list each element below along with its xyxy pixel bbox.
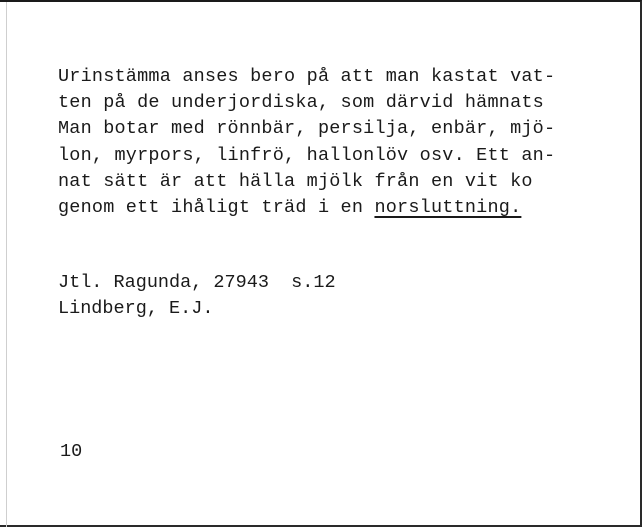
citation-author: Lindberg, E.J.	[58, 298, 214, 319]
citation-block	[58, 270, 336, 322]
card-left-edge	[6, 2, 7, 527]
page-number: 10	[60, 441, 83, 462]
body-line-4: lon, myrpors, linfrö, hallonlöv osv. Ett an-	[58, 144, 556, 166]
body-line-3: Man botar med rönnbär, persilja, enbär, mjö-	[58, 118, 556, 140]
citation-place: Jtl. Ragunda, 27943 s.12	[58, 272, 336, 293]
underlined-word: norsluttning.	[374, 197, 522, 219]
body-line-5: nat sätt är att hälla mjölk från en vit ko	[58, 170, 533, 192]
body-line-1: Urinstämma anses bero på att man kastat vat-	[58, 66, 556, 87]
body-line-6-text: genom ett ihåligt träd i en	[58, 197, 375, 219]
body-line-2: ten på de underjordiska, som därvid hämnats	[58, 92, 544, 114]
body-line-6	[58, 195, 618, 221]
card-body-text	[58, 64, 618, 221]
